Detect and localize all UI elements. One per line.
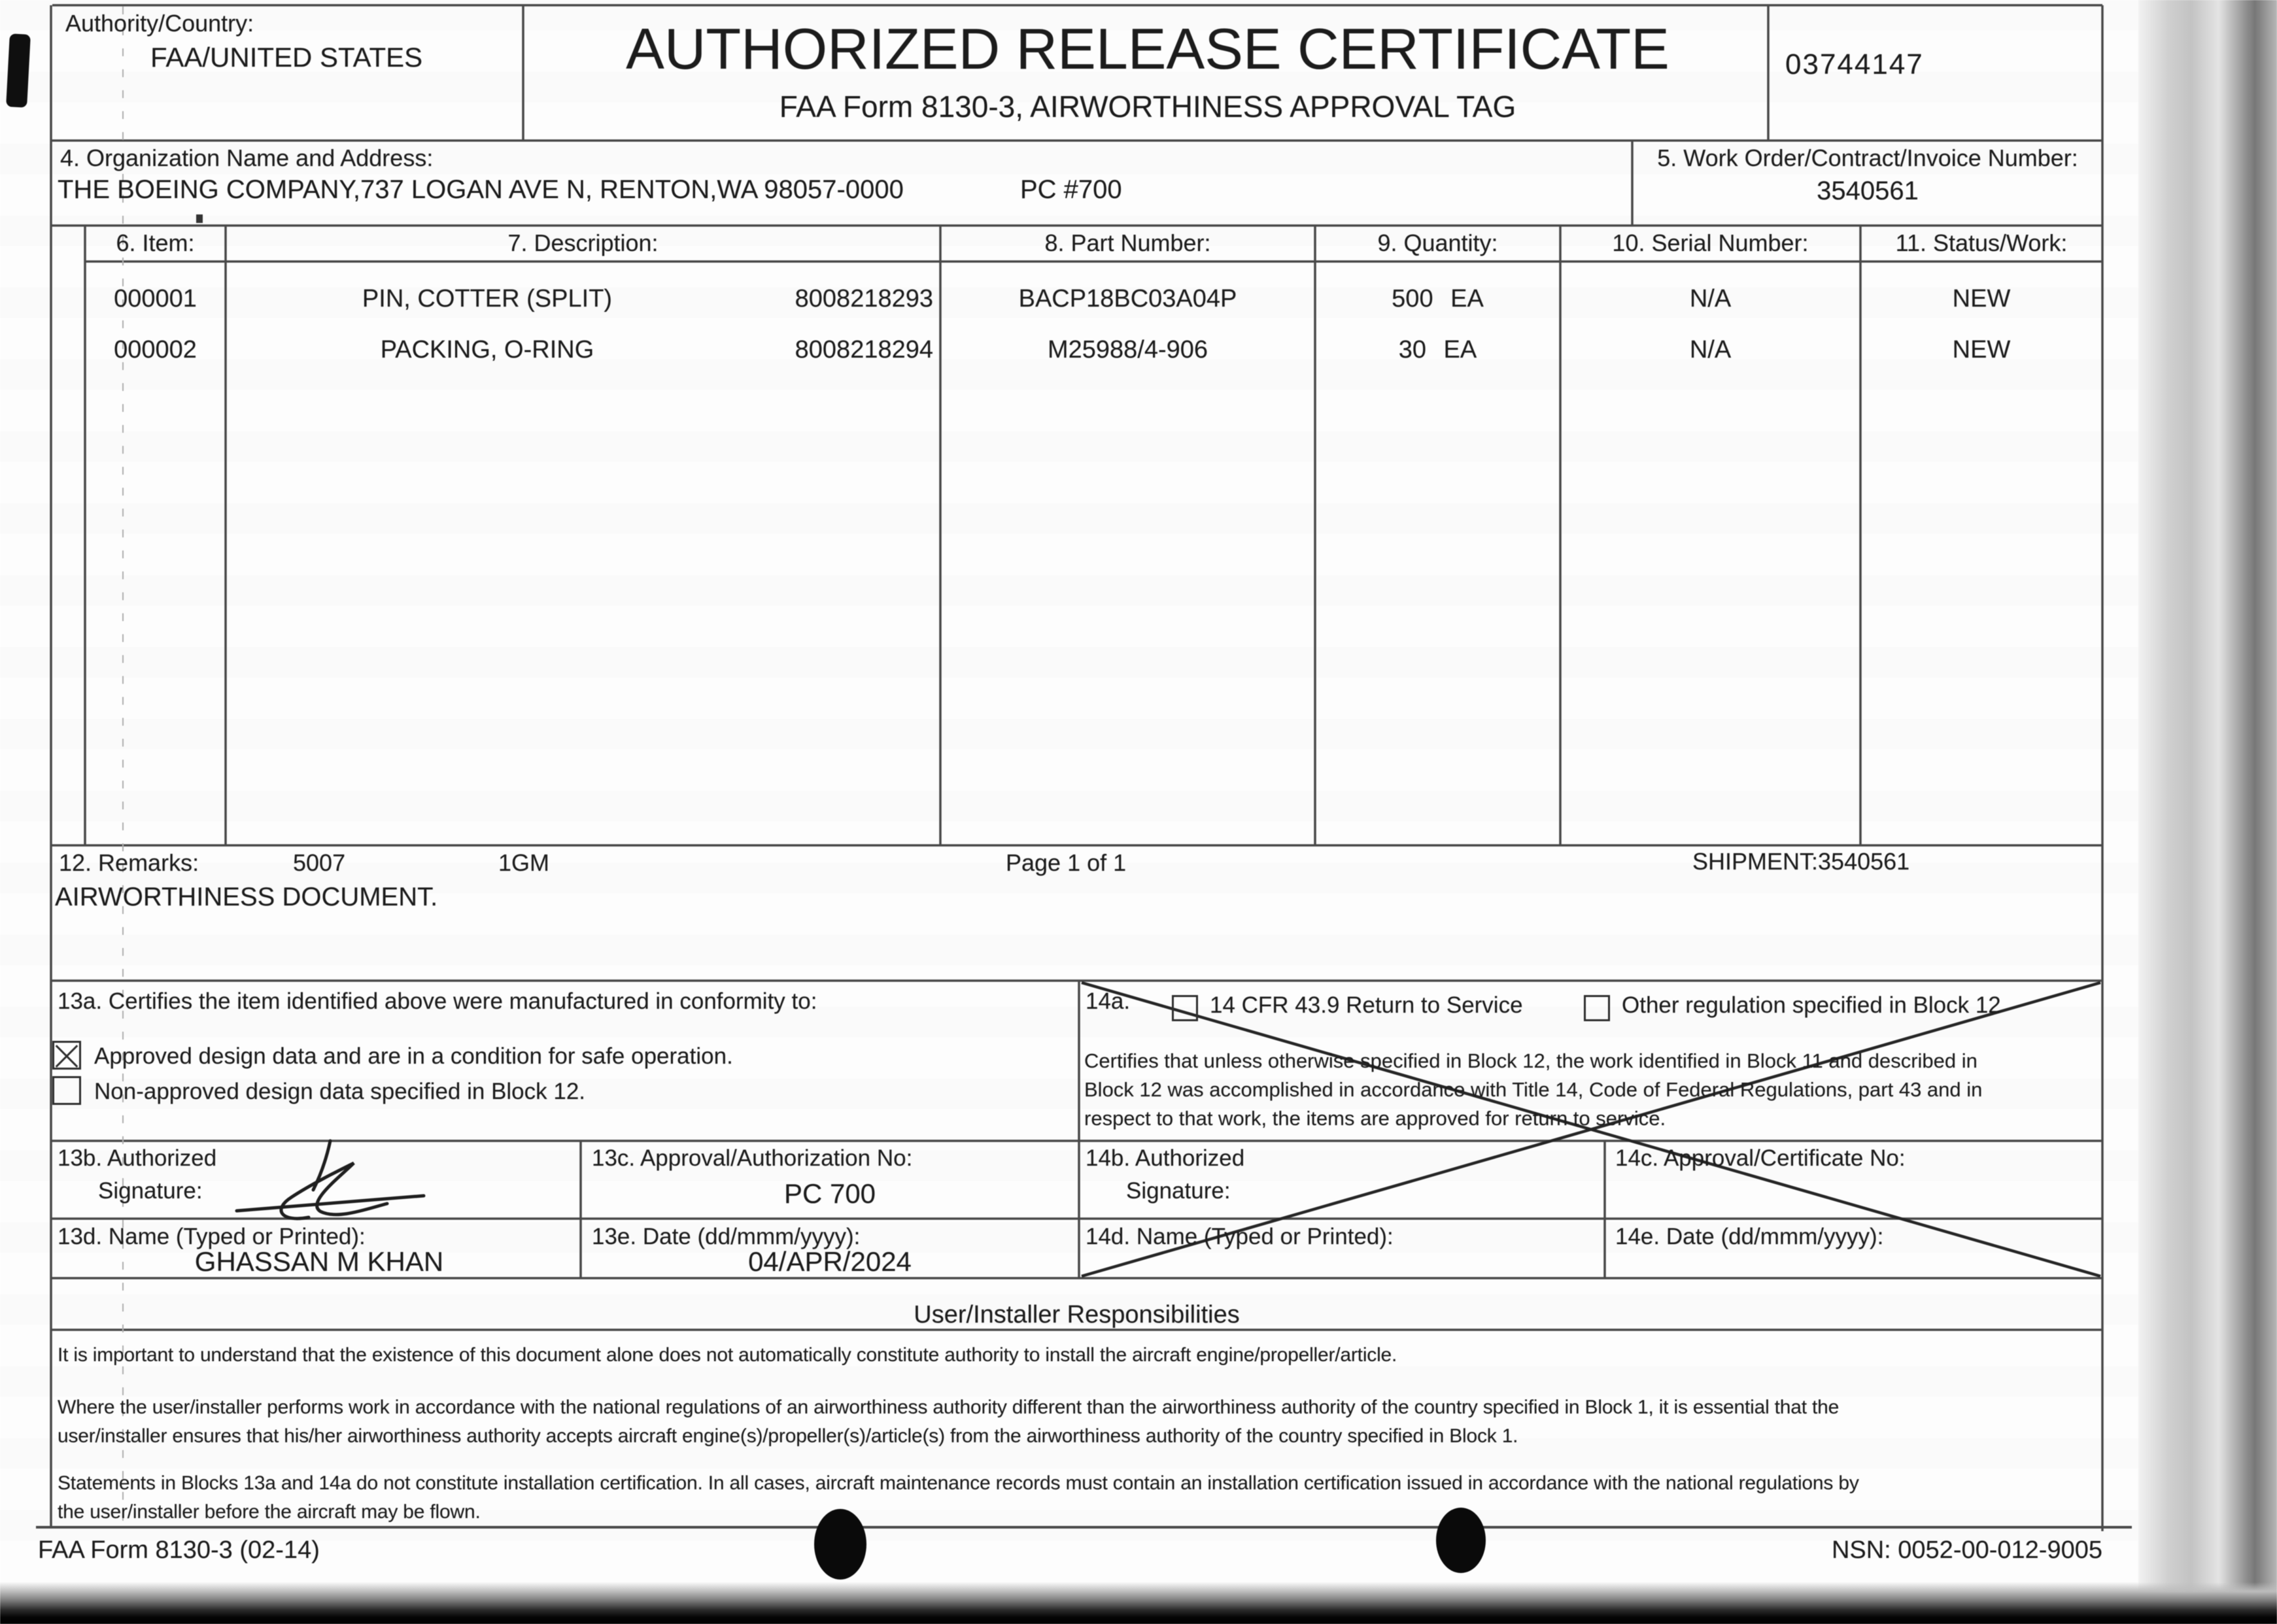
organization-value: THE BOEING COMPANY,737 LOGAN AVE N, RENTON,WA 98057-0000 — [58, 175, 904, 204]
block14a-option2-label: Other regulation specified in Block 12 — [1622, 992, 2001, 1018]
shipment-number: SHIPMENT:3540561 — [1692, 848, 1910, 875]
remarks-code2: 1GM — [498, 849, 550, 876]
checkbox-unchecked-icon[interactable] — [1584, 995, 1610, 1021]
scan-corner-mark — [6, 33, 31, 108]
cell-quantity: 30 EA — [1398, 336, 1477, 364]
block14c-label: 14c. Approval/Certificate No: — [1615, 1145, 1906, 1171]
responsibilities-paragraph: It is important to understand that the existence of this document alone does not automatically constitute authority to install the aircraft engine/propeller/article. — [58, 1344, 1397, 1366]
organization-pc-number: PC #700 — [1020, 175, 1122, 204]
block13d-value: GHASSAN M KHAN — [194, 1246, 444, 1277]
block13a-option2-label: Non-approved design data specified in Block 12. — [94, 1079, 586, 1104]
block13e-value: 04/APR/2024 — [748, 1246, 912, 1277]
responsibilities-paragraph: the user/installer before the aircraft may be flown. — [58, 1501, 481, 1523]
responsibilities-paragraph: Statements in Blocks 13a and 14a do not constitute installation certification. In all cases, aircraft maintenance records must contain an installation certification issued in accordance with the national regulations by — [58, 1472, 1859, 1494]
col-header-quantity: 9. Quantity: — [1377, 229, 1498, 256]
checkbox-unchecked-icon[interactable] — [1172, 995, 1198, 1021]
page-title: AUTHORIZED RELEASE CERTIFICATE — [626, 16, 1669, 81]
col-header-part-number: 8. Part Number: — [1044, 229, 1211, 256]
col-header-item: 6. Item: — [116, 229, 195, 256]
block14a-certification-text: respect to that work, the items are approved for return to service. — [1084, 1107, 1666, 1130]
checkbox-unchecked-icon[interactable] — [52, 1076, 81, 1105]
block13b-signature-label: Signature: — [98, 1178, 203, 1204]
col-header-description: 7. Description: — [507, 229, 659, 256]
form-tracking-number: 03744147 — [1785, 48, 1924, 80]
cell-item: 000001 — [114, 285, 197, 313]
authority-label: Authority/Country: — [65, 10, 254, 37]
block13a-label: 13a. Certifies the item identified above were manufactured in conformity to: — [58, 989, 817, 1014]
cell-item: 000002 — [114, 336, 197, 364]
block13d-label: 13d. Name (Typed or Printed): — [58, 1224, 366, 1249]
block14a-label: 14a. — [1086, 989, 1131, 1014]
cell-description-code: 8008218293 — [795, 285, 933, 313]
punch-hole-right — [1436, 1508, 1486, 1573]
block13c-value: PC 700 — [783, 1178, 876, 1209]
block13c-label: 13c. Approval/Authorization No: — [592, 1145, 913, 1171]
col-header-serial-number: 10. Serial Number: — [1612, 229, 1809, 256]
checkbox-checked-icon[interactable] — [52, 1041, 81, 1070]
responsibilities-paragraph: user/installer ensures that his/her airworthiness authority accepts aircraft engine(s)/propeller(s)/article(s) from the airworthiness authority of the country specified in Block 1. — [58, 1425, 1518, 1447]
cell-part-number: M25988/4-906 — [1047, 336, 1208, 364]
remarks-line2: AIRWORTHINESS DOCUMENT. — [55, 883, 438, 911]
nsn-footer: NSN: 0052-00-012-9005 — [1831, 1536, 2102, 1564]
work-order-value: 3540561 — [1817, 177, 1919, 205]
cell-part-number: BACP18BC03A04P — [1018, 285, 1237, 313]
organization-label: 4. Organization Name and Address: — [60, 144, 434, 171]
cell-description: PIN, COTTER (SPLIT) — [362, 285, 613, 313]
cell-serial: N/A — [1689, 336, 1732, 364]
cell-serial: N/A — [1689, 285, 1732, 313]
page-subtitle: FAA Form 8130-3, AIRWORTHINESS APPROVAL TAG — [779, 90, 1516, 124]
block14e-label: 14e. Date (dd/mmm/yyyy): — [1615, 1224, 1884, 1249]
block13e-label: 13e. Date (dd/mmm/yyyy): — [592, 1224, 861, 1249]
cell-status: NEW — [1952, 336, 2011, 364]
cell-description-code: 8008218294 — [795, 336, 933, 364]
scanner-bottom-strip — [0, 1582, 2277, 1624]
block14d-label: 14d. Name (Typed or Printed): — [1086, 1224, 1394, 1249]
signature-mark — [237, 1141, 424, 1219]
scan-speck — [196, 214, 203, 223]
punch-hole-left — [814, 1509, 866, 1580]
block14b-label: 14b. Authorized — [1086, 1145, 1245, 1171]
authority-value: FAA/UNITED STATES — [150, 42, 423, 73]
cell-quantity: 500 EA — [1392, 285, 1484, 313]
block13a-option1-label: Approved design data and are in a condition for safe operation. — [94, 1043, 733, 1069]
form-id-footer: FAA Form 8130-3 (02-14) — [38, 1536, 320, 1564]
cell-status: NEW — [1952, 285, 2011, 313]
block13b-label: 13b. Authorized — [58, 1145, 217, 1171]
remarks-code1: 5007 — [293, 849, 346, 876]
col-header-status-work: 11. Status/Work: — [1895, 229, 2068, 256]
cell-description: PACKING, O-RING — [380, 336, 594, 364]
block14a-certification-text: Block 12 was accomplished in accordance with Title 14, Code of Federal Regulations, part 43 and in — [1084, 1078, 1983, 1101]
block14a-option1-label: 14 CFR 43.9 Return to Service — [1210, 992, 1523, 1018]
remarks-label: 12. Remarks: — [59, 849, 199, 876]
block14a-certification-text: Certifies that unless otherwise specified in Block 12, the work identified in Block 11 and described in — [1084, 1049, 1977, 1072]
scanner-edge-band — [2138, 0, 2277, 1624]
work-order-label: 5. Work Order/Contract/Invoice Number: — [1657, 144, 2078, 171]
responsibilities-paragraph: Where the user/installer performs work in accordance with the national regulations of an airworthiness authority different than the airworthiness authority of the country specified in Block 1, it is essential that the — [58, 1396, 1840, 1418]
block14b-signature-label: Signature: — [1126, 1178, 1231, 1204]
responsibilities-title: User/Installer Responsibilities — [914, 1301, 1240, 1328]
page-indicator: Page 1 of 1 — [1006, 849, 1127, 876]
